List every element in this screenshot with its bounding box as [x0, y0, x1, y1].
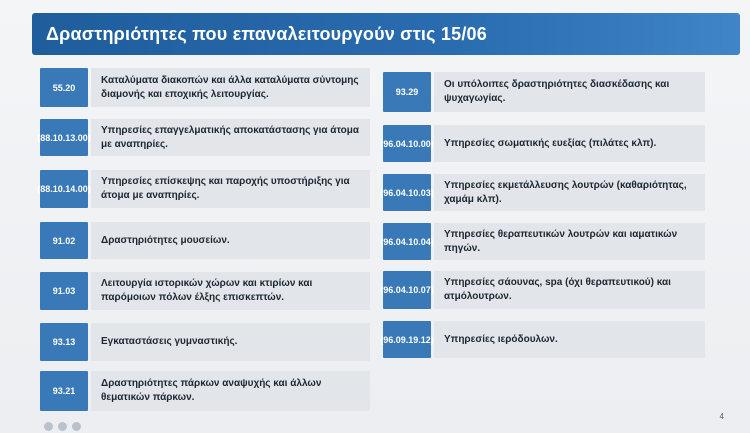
slide-title: Δραστηριότητες που επαναλειτουργούν στις 15/06 — [46, 23, 487, 44]
activity-description — [434, 72, 705, 112]
activity-code: (96.09.19.12) — [383, 321, 431, 358]
options-icon[interactable] — [72, 422, 81, 431]
activity-code: (96.04.10.04) — [383, 223, 431, 260]
activity-description-text: Υπηρεσίες σωματικής ευεξίας (πιλάτες κλπ). — [444, 137, 657, 149]
activity-row — [37, 170, 370, 208]
activity-description — [434, 174, 705, 211]
page-number: 4 — [719, 412, 724, 421]
activity-code: 55.20 — [40, 68, 88, 107]
presentation-controls — [0, 419, 164, 433]
activity-row — [380, 271, 705, 309]
activity-description — [91, 323, 370, 361]
activity-description-text: Οι υπόλοιπες δραστηριότητες διασκέδασης και ψυχαγωγίας. — [444, 79, 670, 104]
activity-row — [40, 323, 370, 361]
activity-code: (96.04.10.07) — [383, 271, 431, 309]
activity-description — [91, 68, 370, 107]
activity-description-text: Υπηρεσίες ιερόδουλων. — [444, 333, 558, 345]
activity-code: (88.10.13.00) — [40, 119, 88, 156]
activity-code: 93.21 — [40, 371, 88, 411]
activity-row — [380, 174, 705, 211]
activity-row — [37, 119, 370, 156]
activity-row — [40, 222, 370, 259]
activity-description-text: Λειτουργία ιστορικών χώρων και κτιρίων και παρόμοιων πόλων έλξης επισκεπτών. — [101, 278, 313, 303]
activity-description — [91, 222, 370, 259]
activity-code: 91.03 — [40, 272, 88, 310]
activity-code: (96.04.10.00) — [383, 125, 431, 162]
activity-row — [380, 125, 705, 162]
activity-description-text: Δραστηριότητες μουσείων. — [101, 234, 230, 246]
activity-description-text: Υπηρεσίες σάουνας, spa (όχι θεραπευτικού) και ατμόλουτρων. — [444, 277, 671, 302]
title-bar — [32, 13, 740, 55]
previous-slide-icon[interactable] — [44, 422, 53, 431]
next-slide-icon[interactable] — [58, 422, 67, 431]
activity-description-text: Υπηρεσίες επίσκεψης και παροχής υποστήριξης για άτομα με αναπηρίες. — [101, 176, 350, 201]
activity-description-text: Υπηρεσίες επαγγελματικής αποκατάστασης για άτομα με αναπηρίες. — [101, 124, 360, 150]
activity-description — [91, 272, 370, 310]
activity-description — [91, 371, 370, 411]
activity-row — [40, 272, 370, 310]
activity-description-text: Καταλύματα διακοπών και άλλα καταλύματα σύντομης διαμονής και εποχικής λειτουργίας. — [101, 74, 359, 100]
activity-description-text: Εγκαταστάσεις γυμναστικής. — [101, 336, 238, 347]
activity-row — [380, 223, 705, 260]
activity-code: 91.02 — [40, 222, 88, 259]
activity-description — [434, 223, 705, 260]
activity-code: 93.29 — [383, 72, 431, 112]
activity-row — [380, 321, 705, 358]
activity-description-text: Υπηρεσίες εκμετάλλευσης λουτρών (καθαριότητας, χαμάμ κλπ). — [444, 179, 687, 205]
activity-description — [91, 119, 370, 156]
activity-code: 93.13 — [40, 323, 88, 361]
activity-description-text: Υπηρεσίες θεραπευτικών λουτρών και ιαματικών πηγών. — [444, 228, 678, 254]
activity-description-text: Δραστηριότητες πάρκων αναψυχής και άλλων θεματικών πάρκων. — [101, 378, 322, 403]
activity-row — [40, 68, 370, 107]
activity-row — [40, 371, 370, 411]
activity-description — [434, 125, 705, 162]
activity-code: (88.10.14.00) — [40, 170, 88, 208]
activity-row — [383, 72, 705, 112]
activity-description — [91, 170, 370, 208]
activity-code: (96.04.10.03) — [383, 174, 431, 211]
activity-description — [434, 321, 705, 358]
activity-description — [434, 271, 705, 309]
